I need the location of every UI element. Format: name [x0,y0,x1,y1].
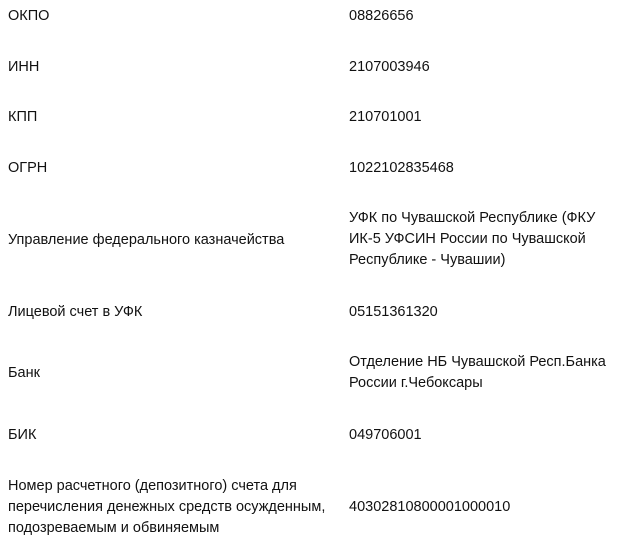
table-row [0,476,622,539]
ogrn-value: 1022102835468 [349,160,454,176]
treasury-label: Управление федерального казначейства [8,232,285,248]
inn-label: ИНН [8,59,40,75]
kpp-label: КПП [8,109,38,125]
bik-value: 049706001 [349,427,422,443]
table-row [0,425,622,446]
treasury-value: УФК по Чувашской Республике (ФКУ ИК-5 УФСИН России по Чувашской Республике - Чувашии) [349,210,596,268]
deposit-account-label: Номер расчетного (депозитного) счета для перечисления денежных средств осужденным, подозреваемым и обвиняемым [8,478,326,536]
personal-account-label: Лицевой счет в УФК [8,304,143,320]
inn-value: 2107003946 [349,59,430,75]
personal-account-value: 05151361320 [349,304,438,320]
table-row [0,107,622,128]
table-row [0,208,622,271]
ogrn-label: ОГРН [8,160,48,176]
kpp-value: 210701001 [349,109,422,125]
table-row [0,6,622,27]
bik-label: БИК [8,427,37,443]
bank-value: Отделение НБ Чувашской Респ.Банка России г.Чебоксары [349,354,606,391]
bank-label: Банк [8,365,40,381]
table-row [0,57,622,78]
okpo-value: 08826656 [349,8,414,24]
table-row [0,302,622,323]
table-row [0,352,622,394]
table-row [0,158,622,179]
okpo-label: ОКПО [8,8,50,24]
deposit-account-value: 40302810800001000010 [349,499,511,515]
